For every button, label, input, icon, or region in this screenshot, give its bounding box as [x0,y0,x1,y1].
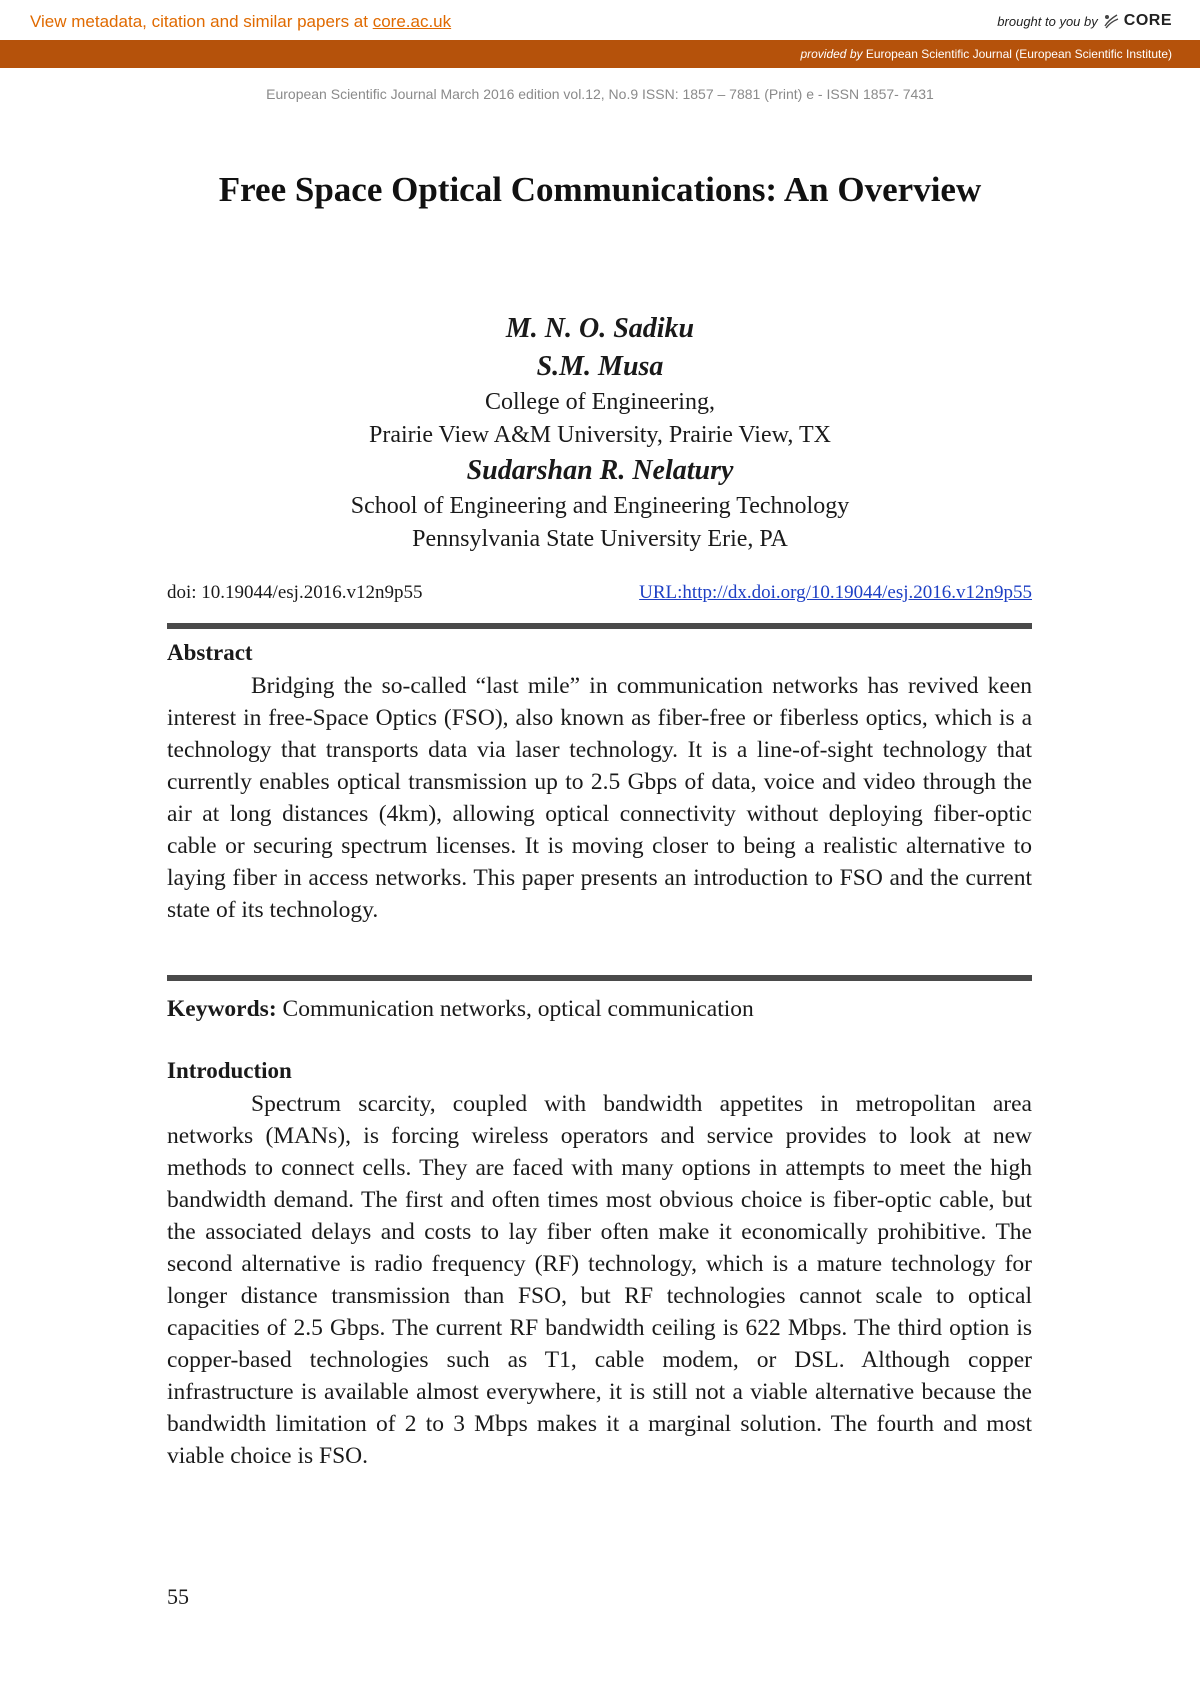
core-logo-icon [1102,12,1120,30]
core-metadata-text: View metadata, citation and similar papers at [30,12,373,31]
core-link[interactable]: core.ac.uk [372,12,452,31]
section-divider [167,623,1032,629]
doi-text: doi: 10.19044/esj.2016.v12n9p55 [167,582,423,603]
paper-title: Free Space Optical Communications: An Overview [218,170,982,209]
affiliation-line: Prairie View A&M University, Prairie View, TX [369,422,831,448]
introduction-heading: Introduction [167,1058,292,1083]
author-name: M. N. O. Sadiku [505,313,695,344]
abstract-heading: Abstract [167,640,253,665]
keywords-label: Keywords: [167,996,277,1022]
brought-to-you [997,12,1172,30]
core-logo-text: CORE [1123,12,1172,29]
author-block [0,310,1200,556]
author-name: Sudarshan R. Nelatury [466,455,734,486]
provided-by-source: European Scientific Journal (European Scientific Institute) [862,47,1172,61]
introduction-body: Spectrum scarcity, coupled with bandwidth appetites in metropolitan area networks (MANs), is forcing wireless operators and service provides to look at new methods to connect cells. They are faced with many options in attempts to meet the high bandwidth demand. The first and often times most obvious choice is fiber-optic cable, but the associated delays and costs to lay fiber often make it economically prohibitive. The second alternative is radio frequency (RF) technology, which is a mature technology for longer distance transmission than FSO, but RF technologies cannot scale to optical capacities of 2.5 Gbps. The current RF bandwidth ceiling is 622 Mbps. The third option is copper-based technologies such as T1, cable modem, or DSL. Although copper infrastructure is available almost everywhere, it is still not a viable alternative because the bandwidth limitation of 2 to 3 Mbps makes it a marginal solution. The fourth and most viable choice is FSO. [167,1091,1032,1469]
abstract-text [167,670,1032,926]
keywords-line [167,996,754,1023]
provided-by [800,47,1172,61]
affiliation-line: School of Engineering and Engineering Technology [350,493,850,519]
introduction-text [167,1088,1032,1472]
core-provided-bar [0,40,1200,68]
core-banner [0,0,1200,40]
brought-by-text: brought to you by [997,13,1098,29]
abstract-body: Bridging the so-called “last mile” in communication networks has revived keen interest in free-Space Optics (FSO), also known as fiber-free or fiberless optics, which is a technology that transports data via laser technology. It is a line-of-sight technology that currently enables optical transmission up to 2.5 Gbps of data, voice and video through the air at long distances (4km), allowing optical connectivity without deploying fiber-optic cable or securing spectrum licenses. It is moving closer to being a realistic alternative to laying fiber in access networks. This paper presents an introduction to FSO and the current state of its technology. [167,673,1032,923]
doi-row [167,582,1032,604]
provided-by-label: provided by [800,47,863,61]
journal-header: European Scientific Journal March 2016 edition vol.12, No.9 ISSN: 1857 – 7881 (Print) e - ISSN 1857- 7431 [266,86,934,102]
section-divider [167,975,1032,981]
author-name: S.M. Musa [536,351,664,382]
affiliation-line: College of Engineering, [485,389,715,415]
keywords-text: Communication networks, optical communication [276,996,754,1022]
page-number: 55 [167,1584,189,1609]
doi-url-link[interactable]: URL:http://dx.doi.org/10.19044/esj.2016.v12n9p55 [639,582,1032,603]
core-metadata-line [30,12,451,32]
affiliation-line: Pennsylvania State University Erie, PA [412,526,788,552]
